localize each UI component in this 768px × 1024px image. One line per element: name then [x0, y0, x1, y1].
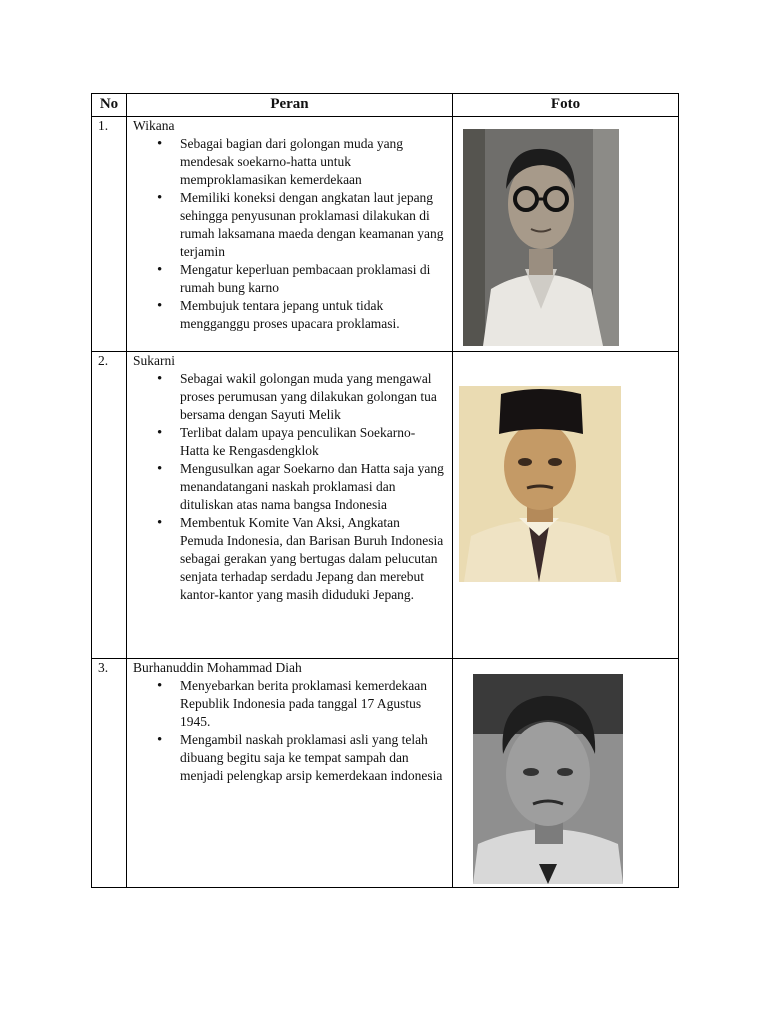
header-peran: Peran	[127, 94, 453, 117]
list-item: • Mengusulkan agar Soekarno dan Hatta saja yang menandatangani naskah proklamasi dan dituliskan atas nama bangsa Indonesia	[180, 460, 446, 514]
role-list	[133, 135, 446, 333]
header-no: No	[92, 94, 127, 117]
roles-table	[91, 93, 679, 888]
photo-cell	[453, 659, 679, 888]
table-row	[92, 659, 679, 888]
row-number: 3.	[92, 659, 127, 888]
list-item: • Sebagai wakil golongan muda yang mengawal proses perumusan yang dilakukan golongan tua bersama dengan Sayuti Melik	[180, 370, 446, 424]
portrait-photo	[473, 674, 623, 884]
role-cell	[127, 117, 453, 352]
role-cell	[127, 659, 453, 888]
photo-cell	[453, 352, 679, 659]
list-item: • Memiliki koneksi dengan angkatan laut jepang sehingga penyusunan proklamasi dilakukan di rumah laksamana maeda dengan keamanan yang terjamin	[180, 189, 446, 261]
table-row	[92, 352, 679, 659]
table-row	[92, 117, 679, 352]
role-list	[133, 677, 446, 785]
list-item: • Mengatur keperluan pembacaan proklamasi di rumah bung karno	[180, 261, 446, 297]
list-item: • Membujuk tentara jepang untuk tidak mengganggu proses upacara proklamasi.	[180, 297, 446, 333]
list-item: • Menyebarkan berita proklamasi kemerdekaan Republik Indonesia pada tanggal 17 Agustus 1945.	[180, 677, 446, 731]
row-number: 2.	[92, 352, 127, 659]
person-name: Burhanuddin Mohammad Diah	[133, 660, 302, 675]
photo-cell	[453, 117, 679, 352]
portrait-photo	[463, 129, 619, 346]
list-item: • Terlibat dalam upaya penculikan Soekarno-Hatta ke Rengasdengklok	[180, 424, 446, 460]
header-foto: Foto	[453, 94, 679, 117]
row-number: 1.	[92, 117, 127, 352]
list-item: • Mengambil naskah proklamasi asli yang telah dibuang begitu saja ke tempat sampah dan menjadi pelengkap arsip kemerdekaan indonesia	[180, 731, 446, 785]
portrait-photo	[459, 386, 621, 582]
list-item: • Membentuk Komite Van Aksi, Angkatan Pemuda Indonesia, dan Barisan Buruh Indonesia sebagai gerakan yang bertugas dalam pelucutan senjata terhadap serdadu Jepang dan merebut kantor-kantor yang masih diduduki Jepang.	[180, 514, 446, 604]
table-header-row	[92, 94, 679, 117]
role-cell	[127, 352, 453, 659]
role-list	[133, 370, 446, 604]
list-item: • Sebagai bagian dari golongan muda yang mendesak soekarno-hatta untuk memproklamasikan kemerdekaan	[180, 135, 446, 189]
person-name: Wikana	[133, 118, 175, 133]
person-name: Sukarni	[133, 353, 175, 368]
